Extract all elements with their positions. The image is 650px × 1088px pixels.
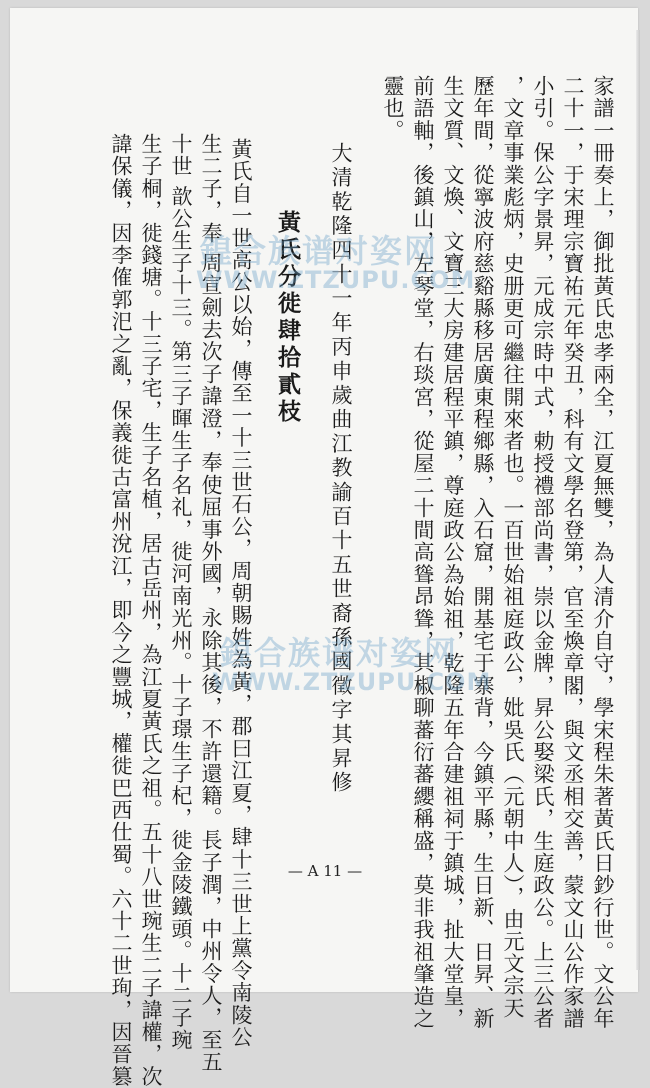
page-edge bbox=[636, 30, 640, 970]
watermark-url: WWW.ZTZUPU.COM bbox=[196, 266, 476, 294]
text-column-2: 二十一，于宋理宗寶祐元年癸丑，科有文學名登第，官至煥章閣，與文丞相交善，蒙文山公作家譜 bbox=[561, 75, 585, 1030]
text-column-8: 靈也。 bbox=[381, 75, 405, 142]
text-column-12: 生子桐，徙錢塘。十三子宅，生子名植，居古岳州，為江夏黃氏之祖。五十八世琬生二子諱權，次 bbox=[139, 133, 163, 1088]
text-column-13: 諱保儀，因李傕郭汜之亂，保義徙古富州涗江，即今之豐城，權徙巴西仕蜀。六十二世珣，因晉篡 bbox=[109, 133, 133, 1088]
text-column-6: 生文質、文煥、文寶三大房建居程平鎮，尊庭政公為始祖，乾隆五年合建祖祠于鎮城，扯大堂皇， bbox=[441, 75, 465, 1030]
text-column-11: 十世 歆公生子十三。第三子暉生子名礼，徙河南光州。十子璟生子杞，徙金陵鐵頭。十二子琬 bbox=[169, 133, 193, 1052]
text-column-10: 生二子，奉 周宣劍去次子諱澄，奉使屈事外國，永除其後，不許還籍。長子潤，中州令人，至五 bbox=[199, 133, 223, 1074]
page-number: — A 11 — bbox=[287, 862, 363, 880]
text-column-1: 家譜一冊奏上，御批黃氏忠孝兩全，江夏無雙，為人清介自守，學宋程朱著黃氏日鈔行世。文公年 bbox=[591, 75, 615, 1030]
text-column-9: 黃氏自一世高公以始，傳至一十三世石公，周朝賜姓為黃，郡曰江夏，肆十三世上黨令南陵公 bbox=[229, 138, 253, 1049]
watermark-text: 鍠合族谱对姿网 bbox=[200, 232, 439, 270]
watermark-url: WWW.ZTZUPU.COM bbox=[212, 668, 492, 696]
watermark-text: 鍠合族谱对姿网 bbox=[220, 634, 459, 672]
section-heading: 黃氏分徙肆拾貳枝 bbox=[274, 210, 301, 426]
text-column-5: 歷年間，從寧波府慈谿縣移居廣東程鄉縣，入石窟，開基宅于寨背，今鎮平縣，生日新、日昇、新 bbox=[471, 75, 495, 1030]
compiler-signature: 大清乾隆四十一年丙申歲曲江教諭百十五世裔孫國徵字其昇修 bbox=[329, 142, 353, 796]
text-column-7: 前語軸，後鎮山，左琴堂，右琰宮，從屋二十間高聳昂聳，其椒聊蕃衍蕃纓稱盛，莫非我祖肇造之 bbox=[411, 75, 435, 1030]
text-column-4: ，文章事業彪炳，史册更可繼往開來者也。一百世始祖庭政公，妣吳氏（元朝中人），由元文宗天 bbox=[501, 75, 525, 1020]
text-column-3: 小引。保公字景昇，元成宗時中式，勅授禮部尚書，崇以金牌，昇公娶梁氏，生庭政公。上三公者 bbox=[531, 75, 555, 1030]
